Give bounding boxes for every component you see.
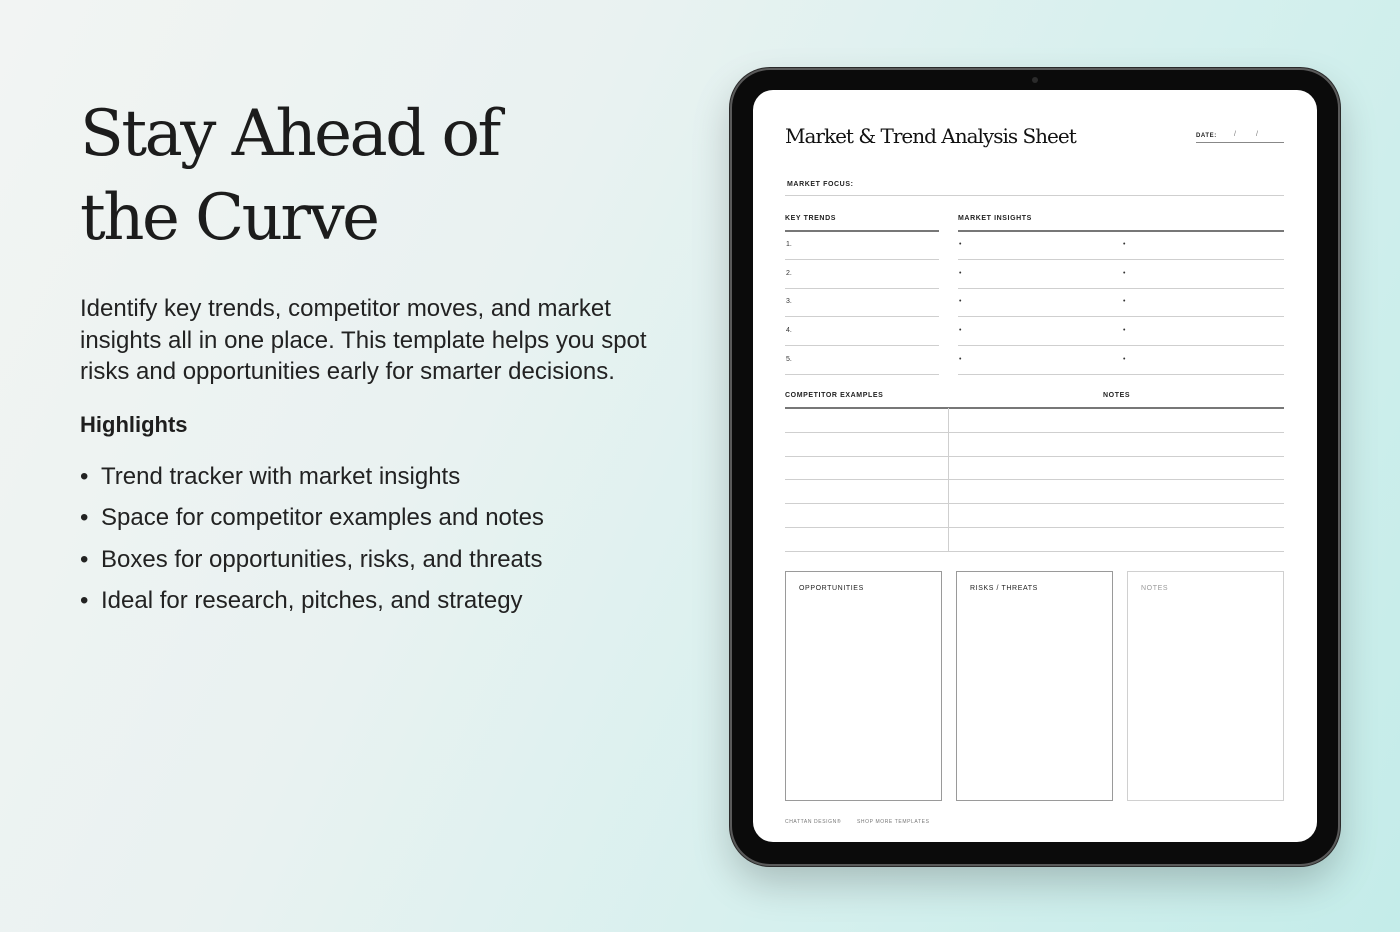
- bullet-icon: •: [80, 545, 89, 573]
- trend-number: 5.: [786, 356, 792, 363]
- highlight-text: Ideal for research, pitches, and strategy: [101, 587, 523, 614]
- table-row-line[interactable]: [785, 527, 1284, 528]
- opportunities-label: OPPORTUNITIES: [799, 585, 864, 592]
- trend-line[interactable]: [785, 316, 939, 317]
- bullet-icon: •: [959, 327, 962, 334]
- opportunities-box[interactable]: [785, 571, 942, 801]
- table-row-line[interactable]: [785, 456, 1284, 457]
- highlights-list: [80, 462, 680, 617]
- date-separator: /: [1256, 131, 1258, 138]
- trend-number: 2.: [786, 270, 792, 277]
- sheet-title: Market & Trend Analysis Sheet: [785, 124, 1076, 148]
- shop-more-link[interactable]: SHOP MORE TEMPLATES: [857, 819, 930, 825]
- divider: [785, 407, 1284, 409]
- date-separator: /: [1234, 131, 1236, 138]
- date-field[interactable]: [1196, 142, 1284, 143]
- bullet-icon: •: [959, 298, 962, 305]
- bullet-icon: •: [1123, 356, 1126, 363]
- competitor-examples-label: COMPETITOR EXAMPLES: [785, 392, 884, 399]
- market-focus-label: MARKET FOCUS:: [787, 181, 854, 188]
- table-row-line[interactable]: [785, 479, 1284, 480]
- camera-icon: [1032, 77, 1038, 83]
- divider: [785, 230, 939, 232]
- trend-line[interactable]: [785, 259, 939, 260]
- notes-label: NOTES: [1103, 392, 1131, 399]
- bullet-icon: •: [959, 241, 962, 248]
- description: Identify key trends, competitor moves, and market insights all in one place. This template helps you spot risks and opportunities early for smarter decisions.: [80, 295, 647, 385]
- bullet-icon: •: [1123, 327, 1126, 334]
- insight-line[interactable]: [958, 288, 1284, 289]
- insight-line[interactable]: [958, 345, 1284, 346]
- bullet-icon: •: [959, 356, 962, 363]
- divider: [958, 230, 1284, 232]
- headline-line-1: Stay Ahead of: [80, 97, 499, 171]
- bullet-icon: •: [959, 270, 962, 277]
- marketing-copy: [80, 92, 680, 628]
- table-row-line[interactable]: [785, 432, 1284, 433]
- table-row-line[interactable]: [785, 551, 1284, 552]
- highlight-item: [80, 503, 680, 533]
- market-insights-label: MARKET INSIGHTS: [958, 215, 1032, 222]
- bullet-icon: •: [80, 504, 89, 531]
- insight-line[interactable]: [958, 259, 1284, 260]
- highlights-title: Highlights: [80, 411, 188, 437]
- trend-line[interactable]: [785, 345, 939, 346]
- table-row-line[interactable]: [785, 503, 1284, 504]
- risks-threats-box[interactable]: [956, 571, 1113, 801]
- insight-line[interactable]: [958, 316, 1284, 317]
- highlight-item: [80, 462, 680, 492]
- trend-number: 4.: [786, 327, 792, 334]
- trend-line[interactable]: [785, 288, 939, 289]
- bullet-icon: •: [80, 587, 89, 614]
- highlight-text: Boxes for opportunities, risks, and threats: [101, 545, 543, 573]
- bullet-icon: •: [1123, 298, 1126, 305]
- highlight-item: [80, 586, 680, 616]
- headline: [80, 92, 680, 260]
- tablet-device: [732, 70, 1338, 864]
- bullet-icon: •: [80, 462, 89, 490]
- notes-box-label: NOTES: [1141, 585, 1169, 592]
- risks-threats-label: RISKS / THREATS: [970, 585, 1038, 592]
- bullet-icon: •: [1123, 241, 1126, 248]
- highlight-text: Space for competitor examples and notes: [101, 504, 544, 531]
- bullet-icon: •: [1123, 270, 1126, 277]
- insight-line[interactable]: [958, 374, 1284, 375]
- trend-number: 3.: [786, 298, 792, 305]
- tablet-screen: [753, 90, 1317, 842]
- trend-line[interactable]: [785, 374, 939, 375]
- trend-number: 1.: [786, 241, 792, 248]
- headline-line-2: the Curve: [80, 181, 378, 255]
- highlight-text: Trend tracker with market insights: [101, 462, 461, 490]
- notes-box[interactable]: [1127, 571, 1284, 801]
- market-focus-field[interactable]: [785, 195, 1284, 196]
- footer-brand: CHATTAN DESIGN®: [785, 819, 842, 825]
- date-label: DATE:: [1196, 133, 1217, 139]
- key-trends-label: KEY TRENDS: [785, 215, 836, 222]
- highlight-item: [80, 545, 680, 575]
